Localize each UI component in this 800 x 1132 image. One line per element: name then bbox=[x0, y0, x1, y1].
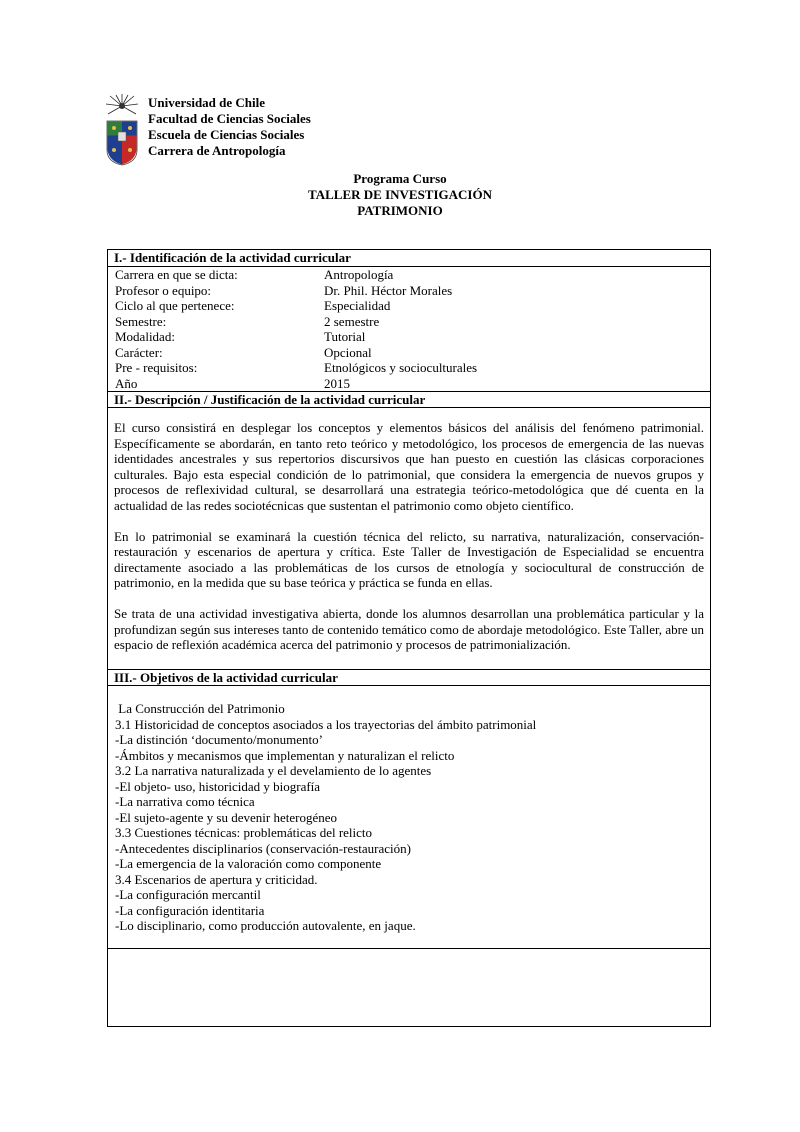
curriculum-table bbox=[107, 249, 711, 1027]
course-title-block bbox=[0, 171, 800, 219]
objective-item: 3.2 La narrativa naturalizada y el develamiento de lo agentes bbox=[115, 763, 432, 778]
institution-faculty: Facultad de Ciencias Sociales bbox=[148, 111, 311, 126]
objectives-list bbox=[115, 701, 536, 934]
institution-school: Escuela de Ciencias Sociales bbox=[148, 127, 305, 142]
id-row bbox=[108, 376, 710, 392]
description-paragraph: En lo patrimonial se examinará la cuestión técnica del relicto, su narrativa, naturalización, conservación-restauración y escenarios de apertura y crítica. Este Taller de Investigación de Especialidad se encuentra directamente asociado a las problemáticas de los cursos de etnología y sociocultural de construcción de patrimonio, en la medida que su base teórica y práctica se funda en ellas. bbox=[114, 528, 704, 590]
objective-item: -Antecedentes disciplinarios (conservación-restauración) bbox=[115, 840, 411, 856]
id-value: Antropología bbox=[324, 267, 394, 282]
course-title-line-3: PATRIMONIO bbox=[357, 203, 443, 218]
id-label: Semestre: bbox=[115, 313, 167, 329]
course-title-line-2: TALLER DE INVESTIGACIÓN bbox=[308, 187, 492, 202]
institution-university: Universidad de Chile bbox=[148, 95, 266, 110]
id-value: Dr. Phil. Héctor Morales bbox=[324, 282, 453, 298]
id-value: 2015 bbox=[324, 375, 350, 391]
id-row bbox=[108, 283, 710, 299]
id-value: Especialidad bbox=[324, 298, 391, 313]
id-row bbox=[108, 267, 710, 283]
objective-item: 3.3 Cuestiones técnicas: problemáticas del relicto bbox=[115, 825, 373, 840]
objective-item: -La configuración mercantil bbox=[115, 887, 261, 902]
table-divider bbox=[108, 948, 710, 949]
objective-item: -El objeto- uso, historicidad y biografía bbox=[115, 778, 321, 794]
id-label: Ciclo al que pertenece: bbox=[115, 298, 235, 313]
objective-item: -La distinción ‘documento/monumento’ bbox=[115, 732, 323, 747]
id-label: Pre - requisitos: bbox=[115, 360, 198, 375]
id-label: Modalidad: bbox=[115, 329, 175, 344]
id-value: Tutorial bbox=[324, 329, 366, 344]
objective-item: -La configuración identitaria bbox=[115, 902, 265, 918]
id-label: Profesor o equipo: bbox=[115, 282, 212, 298]
id-value: Opcional bbox=[324, 344, 372, 360]
id-label: Carrera en que se dicta: bbox=[115, 267, 238, 282]
id-label: Carácter: bbox=[115, 344, 163, 360]
university-crest-logo bbox=[104, 94, 140, 166]
identification-rows bbox=[108, 267, 710, 391]
objective-item: La Construcción del Patrimonio bbox=[115, 701, 285, 716]
section-1-heading: I.- Identificación de la actividad curricular bbox=[108, 250, 710, 267]
objective-item: -Lo disciplinario, como producción autovalente, en jaque. bbox=[115, 918, 416, 933]
objective-item: -Ámbitos y mecanismos que implementan y naturalizan el relicto bbox=[115, 747, 455, 763]
institution-block bbox=[148, 95, 311, 159]
objective-item: 3.1 Historicidad de conceptos asociados a los trayectorias del ámbito patrimonial bbox=[115, 716, 537, 732]
id-row bbox=[108, 329, 710, 345]
course-title-line-1: Programa Curso bbox=[353, 171, 447, 186]
id-row bbox=[108, 314, 710, 330]
id-row bbox=[108, 298, 710, 314]
id-row bbox=[108, 360, 710, 376]
section-2-heading: II.- Descripción / Justificación de la actividad curricular bbox=[108, 391, 710, 408]
description-paragraph: Se trata de una actividad investigativa abierta, donde los alumnos desarrollan una problemática particular y la profundizan según sus intereses tanto de contenido temático como de abordaje metodológico. Este Taller, abre un espacio de reflexión académica acerca del patrimonio y procesos de patrimonialización. bbox=[114, 606, 704, 652]
id-value: Etnológicos y socioculturales bbox=[324, 360, 478, 375]
description-paragraph: El curso consistirá en desplegar los conceptos y elementos básicos del análisis del fenómeno patrimonial. Específicamente se abordarán, en tanto reto teórico y metodológico, los procesos de emergencia de las nuevas identidades ancestrales y sus repertorios discursivos que han puesto en cuestión las clásicas corporaciones culturales. Bajo esta especial condición de lo patrimonial, que considera la emergencia de nuevos grupos y procesos de reflexividad cultural, se desarrollará una estrategia teórico-metodológica que dé cuenta en la actualidad de las redes sociotécnicas que sustentan el patrimonio como objeto científico. bbox=[114, 420, 704, 513]
description-text bbox=[114, 420, 704, 668]
id-row bbox=[108, 345, 710, 361]
objective-item: -La emergencia de la valoración como componente bbox=[115, 856, 382, 871]
institution-program: Carrera de Antropología bbox=[148, 143, 286, 158]
objective-item: -El sujeto-agente y su devenir heterogéneo bbox=[115, 809, 337, 825]
id-value: 2 semestre bbox=[324, 313, 380, 329]
id-label: Año bbox=[115, 375, 138, 391]
objective-item: -La narrativa como técnica bbox=[115, 794, 255, 809]
section-3-heading: III.- Objetivos de la actividad curricular bbox=[108, 669, 710, 686]
objective-item: 3.4 Escenarios de apertura y criticidad. bbox=[115, 871, 318, 887]
